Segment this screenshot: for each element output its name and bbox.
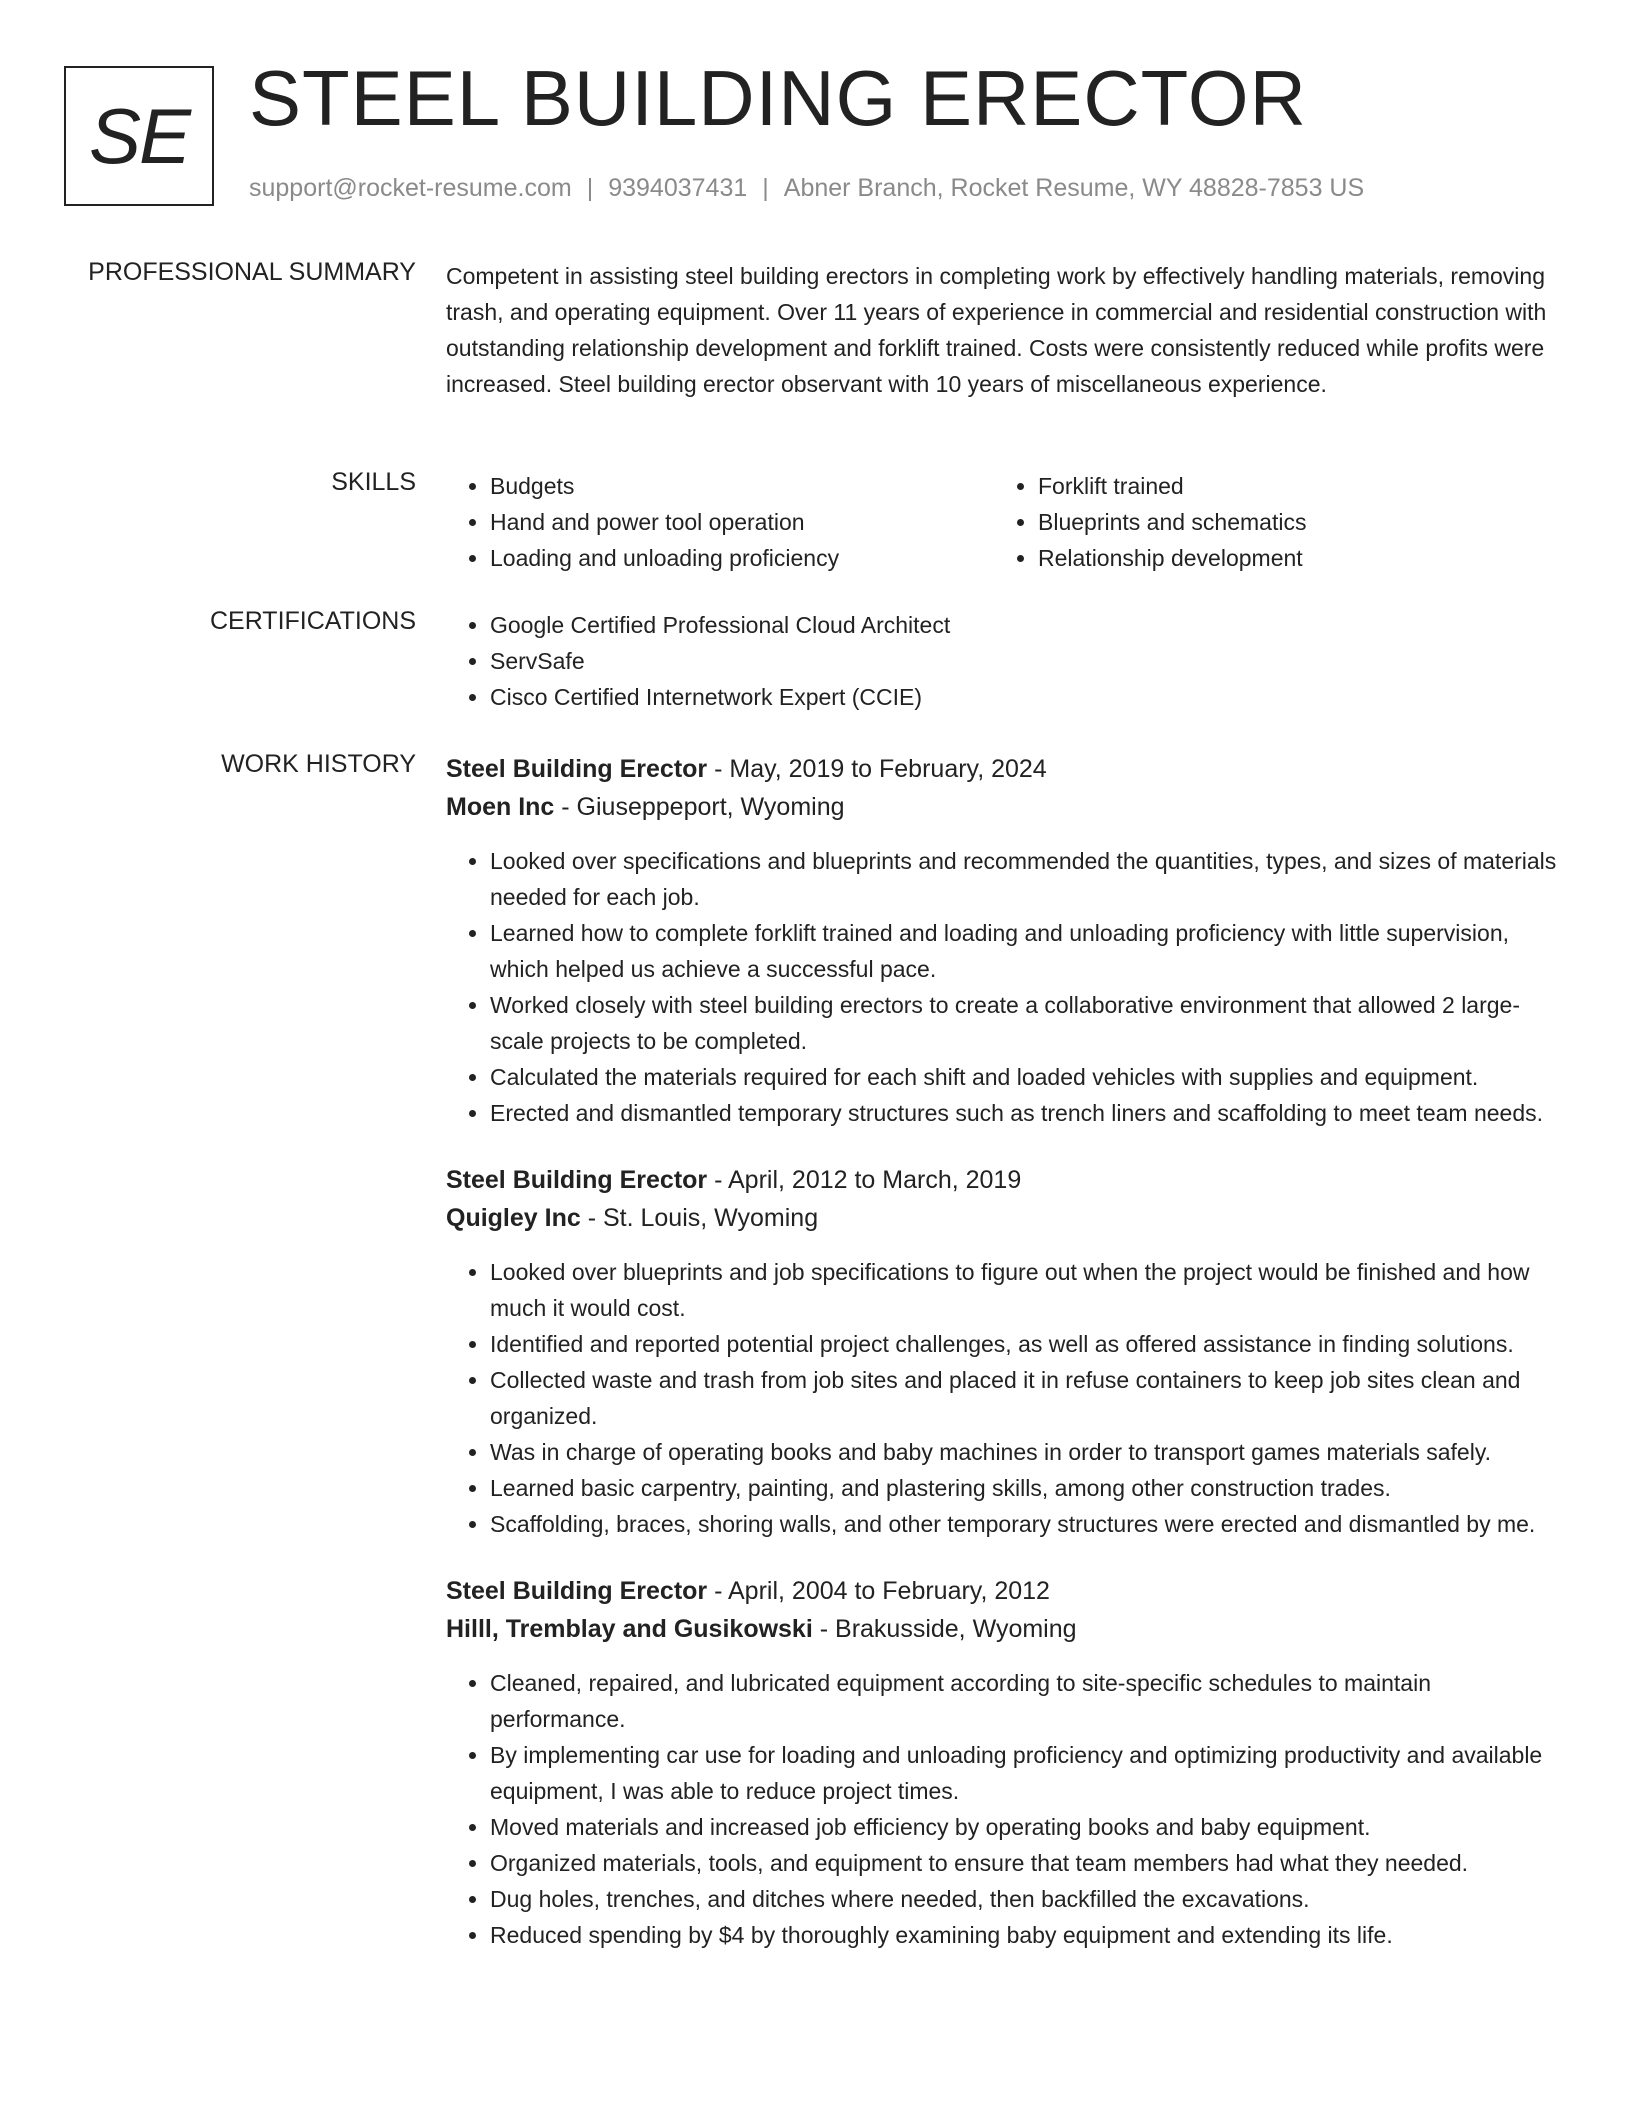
job-title: Steel Building Erector — [446, 755, 708, 783]
work-history-body — [446, 750, 1568, 1953]
section-heading-certifications: CERTIFICATIONS — [209, 607, 416, 635]
job-title: Steel Building Erector — [446, 1577, 708, 1605]
job-title-line — [446, 1161, 1568, 1199]
monogram-logo: SE — [64, 66, 214, 206]
job-bullet: • Looked over specifications and blueprints and recommended the quantities, types, and sizes of materials needed for each job. — [490, 843, 1568, 915]
job-dates: - May, 2019 to February, 2024 — [707, 755, 1047, 783]
skills-body — [446, 468, 1568, 576]
job-title: Steel Building Erector — [446, 1166, 708, 1194]
job-bullet: • Calculated the materials required for each shift and loaded vehicles with supplies and equipment. — [490, 1059, 1568, 1095]
job-dates: - April, 2004 to February, 2012 — [707, 1577, 1050, 1605]
job-location: - St. Louis, Wyoming — [580, 1204, 819, 1232]
job-bullet: • Looked over blueprints and job specifications to figure out when the project would be finished and how much it would cost. — [490, 1254, 1568, 1326]
contact-phone[interactable]: 9394037431 — [608, 174, 748, 202]
job-company: Moen Inc — [446, 793, 555, 821]
job-bullet: • Dug holes, trenches, and ditches where needed, then backfilled the excavations. — [490, 1881, 1568, 1917]
job-bullets — [446, 1665, 1568, 1953]
job-company: Quigley Inc — [446, 1204, 581, 1232]
job-location: - Brakusside, Wyoming — [812, 1615, 1077, 1643]
job-bullet: • Erected and dismantled temporary structures such as trench liners and scaffolding to meet team needs. — [490, 1095, 1568, 1131]
job-bullet: • Moved materials and increased job efficiency by operating books and baby equipment. — [490, 1809, 1568, 1845]
summary-body — [446, 258, 1568, 402]
contact-line — [249, 174, 1364, 203]
resume-name: STEEL BUILDING ERECTOR — [249, 54, 1307, 142]
section-heading-summary: PROFESSIONAL SUMMARY — [88, 258, 416, 286]
skills-grid — [446, 468, 1568, 576]
skills-list-right — [994, 468, 1542, 576]
certifications-body — [446, 607, 1568, 715]
certification-item: • Cisco Certified Internetwork Expert (CCIE) — [490, 679, 1568, 715]
job-bullet: • Reduced spending by $4 by thoroughly examining baby equipment and extending its life. — [490, 1917, 1568, 1953]
job-bullet: • Scaffolding, braces, shoring walls, and other temporary structures were erected and dismantled by me. — [490, 1506, 1568, 1542]
job-bullet: • Collected waste and trash from job sites and placed it in refuse containers to keep job sites clean and organized. — [490, 1362, 1568, 1434]
job-location: - Giuseppeport, Wyoming — [554, 793, 845, 821]
job-bullet: • Identified and reported potential project challenges, as well as offered assistance in finding solutions. — [490, 1326, 1568, 1362]
contact-address: Abner Branch, Rocket Resume, WY 48828-7853 US — [783, 174, 1365, 202]
skill-item: • Budgets — [490, 468, 994, 504]
job-bullet: • Learned how to complete forklift trained and loading and unloading proficiency with little supervision, which helped us achieve a successful pace. — [490, 915, 1568, 987]
section-heading-work-history: WORK HISTORY — [221, 750, 416, 778]
skill-item: • Hand and power tool operation — [490, 504, 994, 540]
skill-item: • Forklift trained — [1038, 468, 1542, 504]
certifications-list — [446, 607, 1568, 715]
job-entry — [446, 750, 1568, 1131]
certification-item: • Google Certified Professional Cloud Architect — [490, 607, 1568, 643]
job-company-line — [446, 788, 1568, 826]
job-bullets — [446, 1254, 1568, 1542]
skill-item: • Blueprints and schematics — [1038, 504, 1542, 540]
job-dates: - April, 2012 to March, 2019 — [707, 1166, 1022, 1194]
job-bullet: • Worked closely with steel building erectors to create a collaborative environment that allowed 2 large-scale projects to be completed. — [490, 987, 1568, 1059]
job-bullet: • By implementing car use for loading and unloading proficiency and optimizing productivity and available equipment, I was able to reduce project times. — [490, 1737, 1568, 1809]
summary-text: Competent in assisting steel building erectors in completing work by effectively handling materials, removing trash, and operating equipment. Over 11 years of experience in commercial and residential construction with outstanding relationship development and forklift trained. Costs were consistently reduced while profits were increased. Steel building erector observant with 10 years of miscellaneous experience. — [446, 263, 1547, 397]
job-company-line — [446, 1199, 1568, 1237]
job-company-line — [446, 1610, 1568, 1648]
contact-separator: | — [762, 174, 769, 202]
job-company: Hilll, Tremblay and Gusikowski — [446, 1615, 813, 1643]
job-entry — [446, 1572, 1568, 1953]
contact-email[interactable]: support@rocket-resume.com — [249, 174, 572, 202]
job-bullet: • Was in charge of operating books and baby machines in order to transport games materials safely. — [490, 1434, 1568, 1470]
job-title-line — [446, 750, 1568, 788]
job-bullets — [446, 843, 1568, 1131]
section-heading-skills: SKILLS — [331, 468, 416, 496]
job-entry — [446, 1161, 1568, 1542]
skill-item: • Loading and unloading proficiency — [490, 540, 994, 576]
job-bullet: • Cleaned, repaired, and lubricated equipment according to site-specific schedules to maintain performance. — [490, 1665, 1568, 1737]
contact-separator: | — [586, 174, 594, 202]
certification-item: • ServSafe — [490, 643, 1568, 679]
skills-list-left — [446, 468, 994, 576]
job-bullet: • Organized materials, tools, and equipment to ensure that team members had what they needed. — [490, 1845, 1568, 1881]
job-title-line — [446, 1572, 1568, 1610]
job-bullet: • Learned basic carpentry, painting, and plastering skills, among other construction trades. — [490, 1470, 1568, 1506]
skill-item: • Relationship development — [1038, 540, 1542, 576]
